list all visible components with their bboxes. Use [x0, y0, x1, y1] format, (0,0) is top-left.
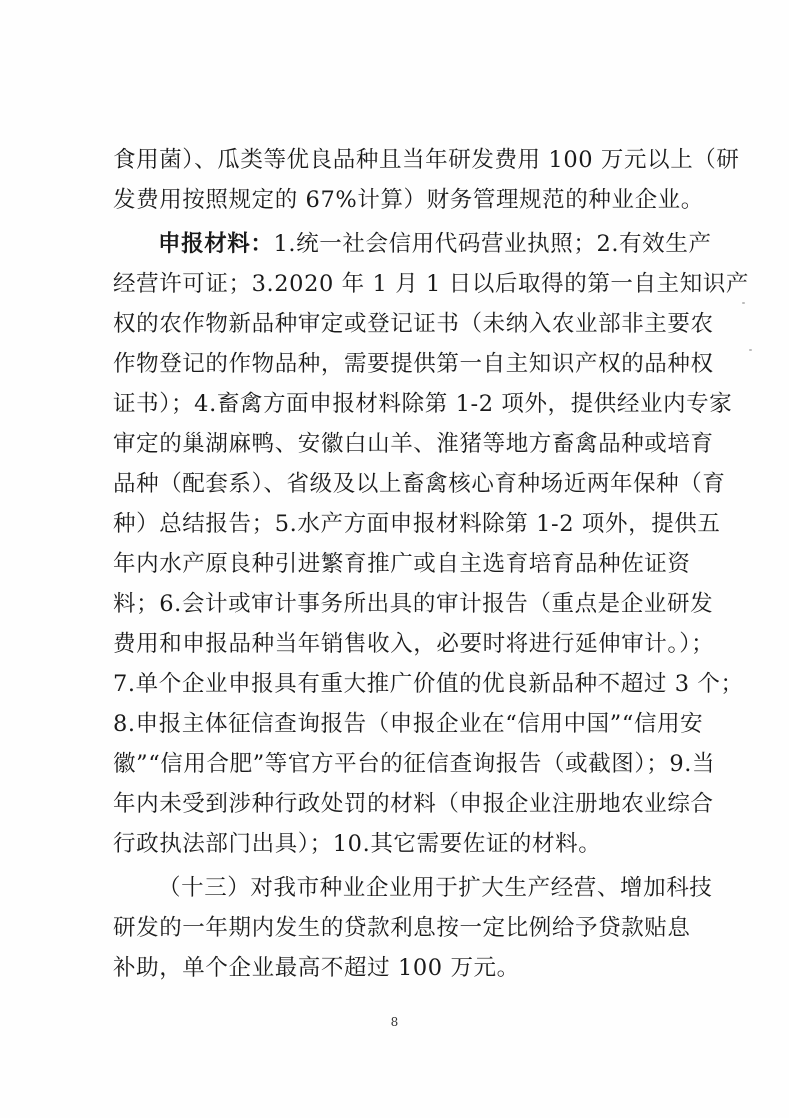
paragraph-2-line-2: 经营许可证；3.2020 年 1 月 1 日以后取得的第一自主知识产	[113, 271, 750, 297]
scan-speck	[749, 349, 752, 351]
page-number: 8	[390, 1015, 399, 1029]
paragraph-2-line-9: 年内水产原良种引进繁育推广或自主选育培育品种佐证资	[113, 551, 691, 577]
paragraph-2-line-16: 行政执法部门出具）；10.其它需要佐证的材料。	[113, 831, 602, 857]
paragraph-2-line-5: 证书）；4.畜禽方面申报材料除第 1-2 项外，提供经业内专家	[113, 391, 733, 417]
paragraph-3-line-2: 研发的一年期内发生的贷款利息按一定比例给予贷款贴息	[113, 915, 691, 941]
paragraph-2-line-14: 徽”“信用合肥”等官方平台的征信查询报告（或截图）；9.当	[113, 751, 716, 777]
paragraph-2-line-4: 作物登记的作物品种，需要提供第一自主知识产权的品种权	[113, 351, 714, 377]
paragraph-2-line-1	[158, 229, 712, 259]
paragraph-2-line-3: 权的农作物新品种审定或登记证书（未纳入农业部非主要农	[113, 311, 714, 337]
paragraph-2-line-15: 年内未受到涉种行政处罚的材料（申报企业注册地农业综合	[113, 791, 714, 817]
paragraph-1-line-1: 食用菌）、瓜类等优良品种且当年研发费用 100 万元以上（研	[113, 147, 740, 173]
paragraph-2-line-8: 种）总结报告；5.水产方面申报材料除第 1-2 项外，提供五	[113, 511, 721, 537]
paragraph-2-line-7: 品种（配套系）、省级及以上畜禽核心育种场近两年保种（育	[113, 471, 726, 497]
scan-speck	[742, 302, 745, 304]
paragraph-3-line-3: 补助，单个企业最高不超过 100 万元。	[113, 955, 520, 981]
materials-heading: 申报材料：	[158, 231, 274, 257]
paragraph-1-line-2: 发费用按照规定的 67%计算）财务管理规范的种业企业。	[113, 187, 704, 213]
paragraph-3-line-1: （十三）对我市种业企业用于扩大生产经营、增加科技	[158, 875, 713, 901]
paragraph-2-line-6: 审定的巢湖麻鸭、安徽白山羊、淮猪等地方畜禽品种或培育	[113, 431, 714, 457]
paragraph-2-line-12: 7.单个企业申报具有重大推广价值的优良新品种不超过 3 个；	[113, 671, 744, 697]
paragraph-2-line-13: 8.申报主体征信查询报告（申报企业在“信用中国”“信用安	[113, 711, 704, 737]
paragraph-2-line-11: 费用和申报品种当年销售收入，必要时将进行延伸审计。）；	[113, 631, 715, 657]
materials-line-1-text: 1.统一社会信用代码营业执照；2.有效生产	[273, 231, 712, 257]
paragraph-2-line-10: 料；6.会计或审计事务所出具的审计报告（重点是企业研发	[113, 591, 714, 617]
